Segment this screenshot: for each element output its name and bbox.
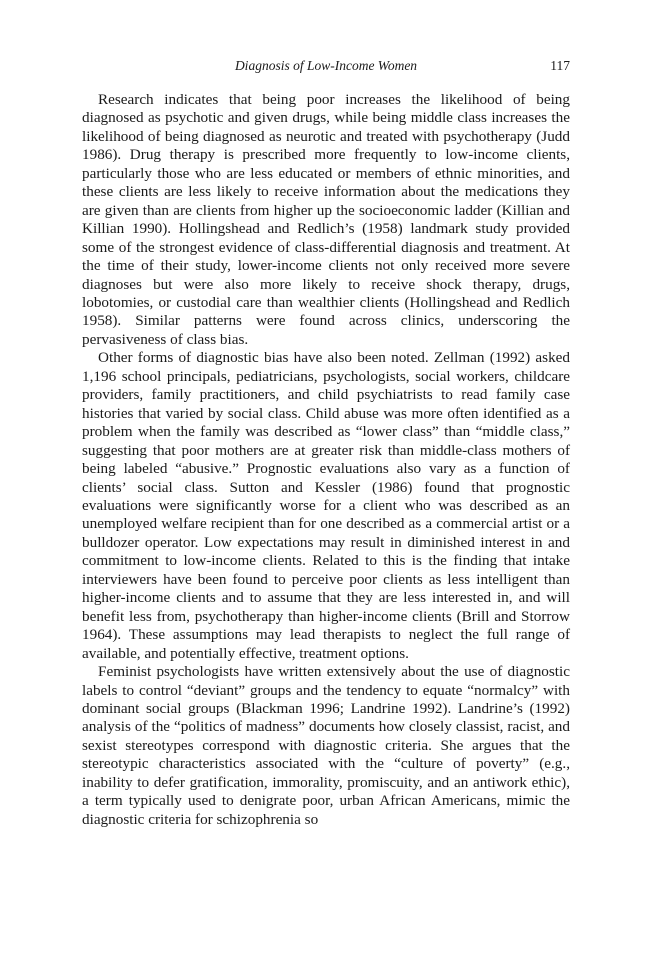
running-head <box>82 58 570 78</box>
paragraph-class-bias-research: Research indicates that being poor increases the likelihood of being diagnosed as psychotic and given drugs, while being middle class increases the likelihood of being diagnosed as neurotic and treated with psychotherapy (Judd 1986). Drug therapy is prescribed more frequently to low-income clients, particularly those who are less educated or members of ethnic minorities, and these clients are less likely to receive information about the medications they are given than are clients from higher up the socioeconomic ladder (Killian and Killian 1990). Hollingshead and Redlich’s (1958) landmark study provided some of the strongest evidence of class-differential diagnosis and treatment. At the time of their study, lower-income clients not only received more severe diagnoses but were also more likely to receive shock therapy, drugs, lobotomies, or custodial care than wealthier clients (Hollingshead and Redlich 1958). Similar patterns were found across clinics, underscoring the pervasiveness of class bias. <box>82 91 570 348</box>
paragraph-feminist-critique: Feminist psychologists have written extensively about the use of diagnostic labels to control “deviant” groups and the tendency to equate “normalcy” with dominant social groups (Blackman 1996; Landrine 1992). Landrine’s (1992) analysis of the “politics of madness” documents how closely classist, racist, and sexist stereotypes correspond with diagnostic criteria. She argues that the stereotypic characteristics associated with the “culture of poverty” (e.g., inability to defer gratification, immorality, promiscuity, and an antiwork ethic), a term typically used to denigrate poor, urban African Americans, mimic the diagnostic criteria for schizophrenia so <box>82 663 570 828</box>
page-number: 117 <box>550 58 570 73</box>
paragraph-diagnostic-bias-forms: Other forms of diagnostic bias have also been noted. Zellman (1992) asked 1,196 school principals, pediatricians, psychologists, social workers, childcare providers, family practitioners, and child psychiatrists to read family case histories that varied by social class. Child abuse was more often identified as a problem when the family was described as “lower class” than “middle class,” suggesting that poor mothers are at greater risk than middle-class mothers of being labeled “abusive.” Prognostic evaluations also vary as a function of clients’ social class. Sutton and Kessler (1986) found that prognostic evaluations were significantly worse for a client who was described as an unemployed welfare recipient than for one described as a commercial artist or a bulldozer operator. Low expectations may result in diminished interest in and commitment to low-income clients. Related to this is the finding that intake interviewers have been found to perceive poor clients as less intelligent than higher-income clients and to assume that they are less interested in, and will benefit less from, psychotherapy than higher-income clients (Brill and Storrow 1964). These assumptions may lead therapists to neglect the full range of available, and potentially effective, treatment options. <box>82 349 570 662</box>
running-title: Diagnosis of Low-Income Women <box>234 58 418 73</box>
body-text <box>82 91 570 829</box>
